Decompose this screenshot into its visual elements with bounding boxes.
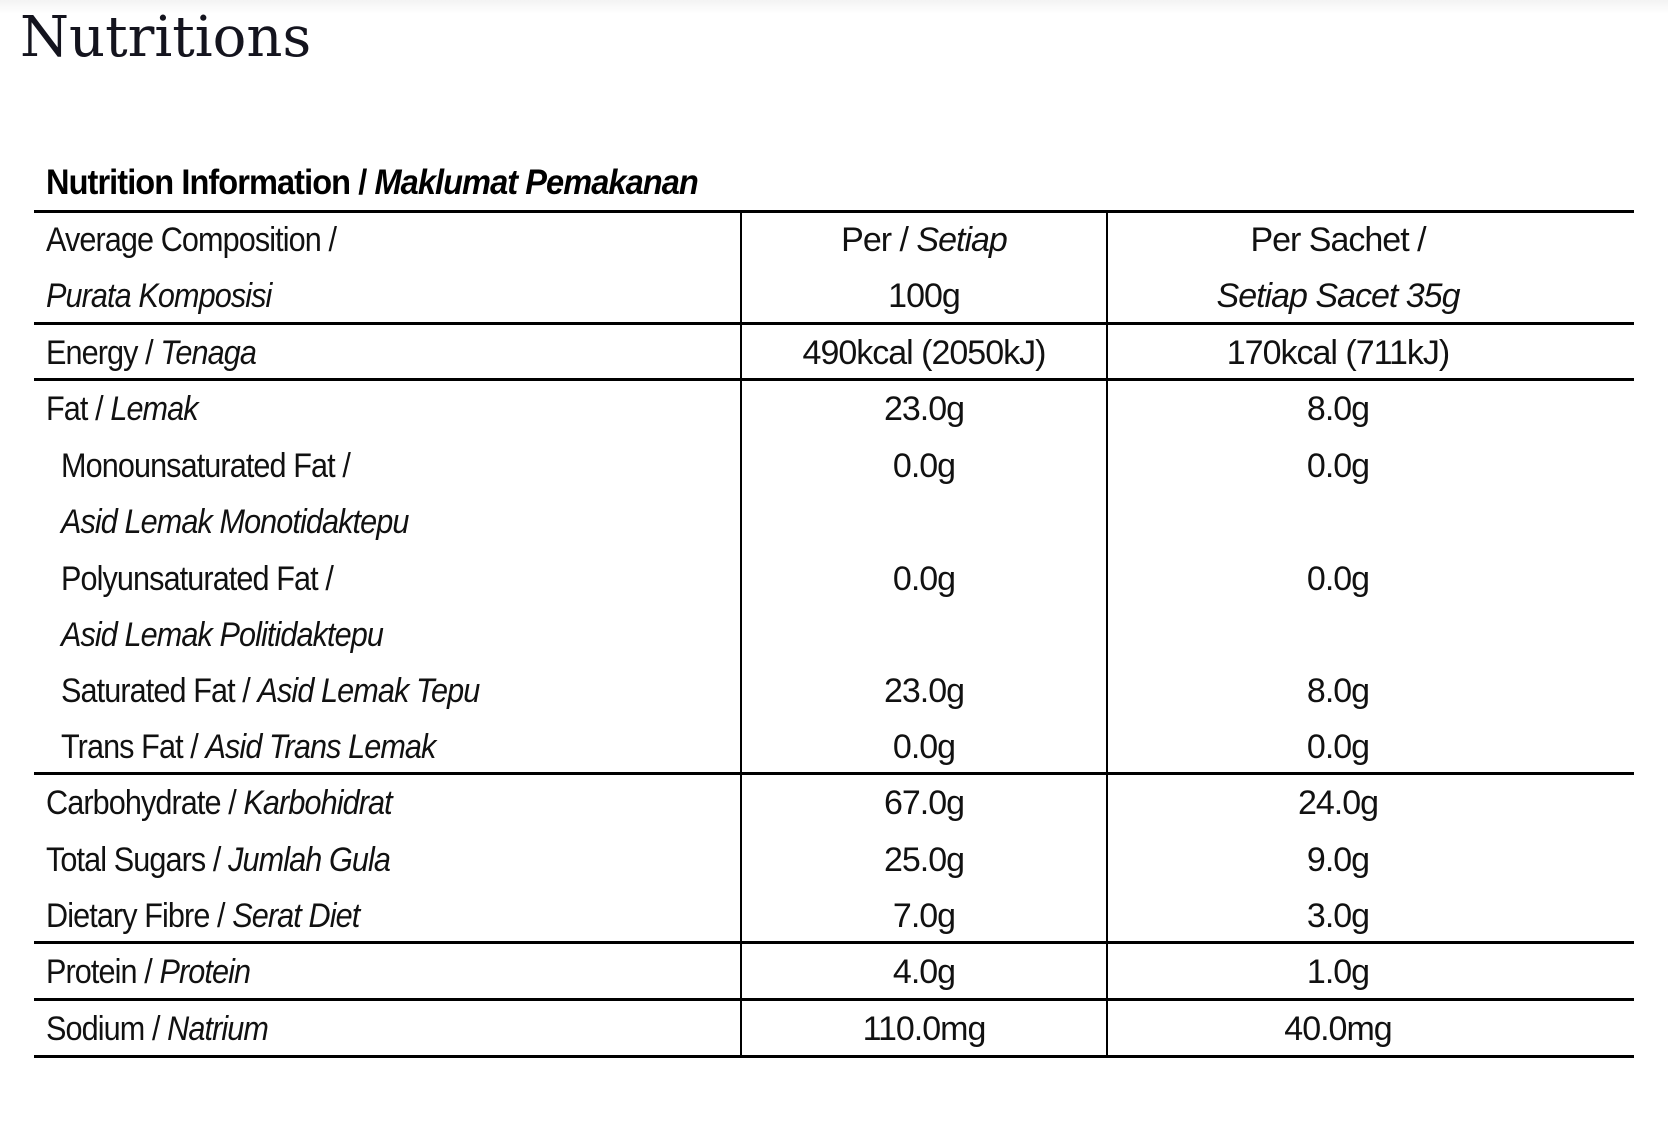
row-monounsaturated-per-100g: 0.0g [892,447,956,485]
row-total-sugars-label: Total Sugars / Jumlah Gula [46,841,390,879]
row-monounsaturated-label-ms: Asid Lemak Monotidaktepu [61,503,409,541]
row-dietary-fibre-label: Dietary Fibre / Serat Diet [46,897,360,935]
row-polyunsaturated-per-sachet: 0.0g [1306,560,1370,598]
row-monounsaturated-per-sachet: 0.0g [1306,447,1370,485]
row-polyunsaturated-label-en: Polyunsaturated Fat / [61,560,333,598]
row-sodium-per-sachet: 40.0mg [1284,1010,1392,1048]
row-protein-label: Protein / Protein [46,953,251,991]
header-composition-ms: Purata Komposisi [46,277,272,315]
row-polyunsaturated-per-100g: 0.0g [892,560,956,598]
table-caption-ms: Maklumat Pemakanan [374,163,698,202]
header-per-sachet-line1: Per Sachet / [1250,221,1426,259]
row-saturated-label: Saturated Fat / Asid Lemak Tepu [61,672,480,710]
row-total-sugars-per-sachet: 9.0g [1306,841,1370,879]
header-per-100g-line1: Per / Setiap [841,221,1007,259]
row-saturated-per-sachet: 8.0g [1306,672,1370,710]
row-trans-fat-label: Trans Fat / Asid Trans Lemak [61,728,436,766]
row-monounsaturated-label-en: Monounsaturated Fat / [61,447,350,485]
row-sodium-per-100g: 110.0mg [862,1010,986,1048]
table-caption [46,163,698,203]
row-carbohydrate-per-100g: 67.0g [883,784,965,822]
header-per-sachet-line2: Setiap Sacet 35g [1216,277,1460,315]
row-energy-per-sachet: 170kcal (711kJ) [1226,334,1450,372]
row-dietary-fibre-per-sachet: 3.0g [1306,897,1370,935]
row-fat-label: Fat / Lemak [46,390,198,428]
row-energy-per-100g: 490kcal (2050kJ) [802,334,1046,372]
row-protein-per-sachet: 1.0g [1306,953,1370,991]
page-title: Nutritions [20,5,312,70]
header-composition-en: Average Composition / [46,221,337,259]
table-caption-en: Nutrition Information / [46,163,375,202]
row-carbohydrate-per-sachet: 24.0g [1297,784,1379,822]
row-trans-fat-per-100g: 0.0g [892,728,956,766]
row-trans-fat-per-sachet: 0.0g [1306,728,1370,766]
row-energy-label: Energy / Tenaga [46,334,256,372]
row-sodium-label: Sodium / Natrium [46,1010,268,1048]
row-carbohydrate-label: Carbohydrate / Karbohidrat [46,784,392,822]
row-fat-per-sachet: 8.0g [1306,390,1370,428]
row-protein-per-100g: 4.0g [892,953,956,991]
row-polyunsaturated-label-ms: Asid Lemak Politidaktepu [61,616,384,654]
header-per-100g-line2: 100g [888,277,960,315]
row-total-sugars-per-100g: 25.0g [883,841,965,879]
row-dietary-fibre-per-100g: 7.0g [892,897,956,935]
row-fat-per-100g: 23.0g [883,390,965,428]
row-saturated-per-100g: 23.0g [883,672,965,710]
